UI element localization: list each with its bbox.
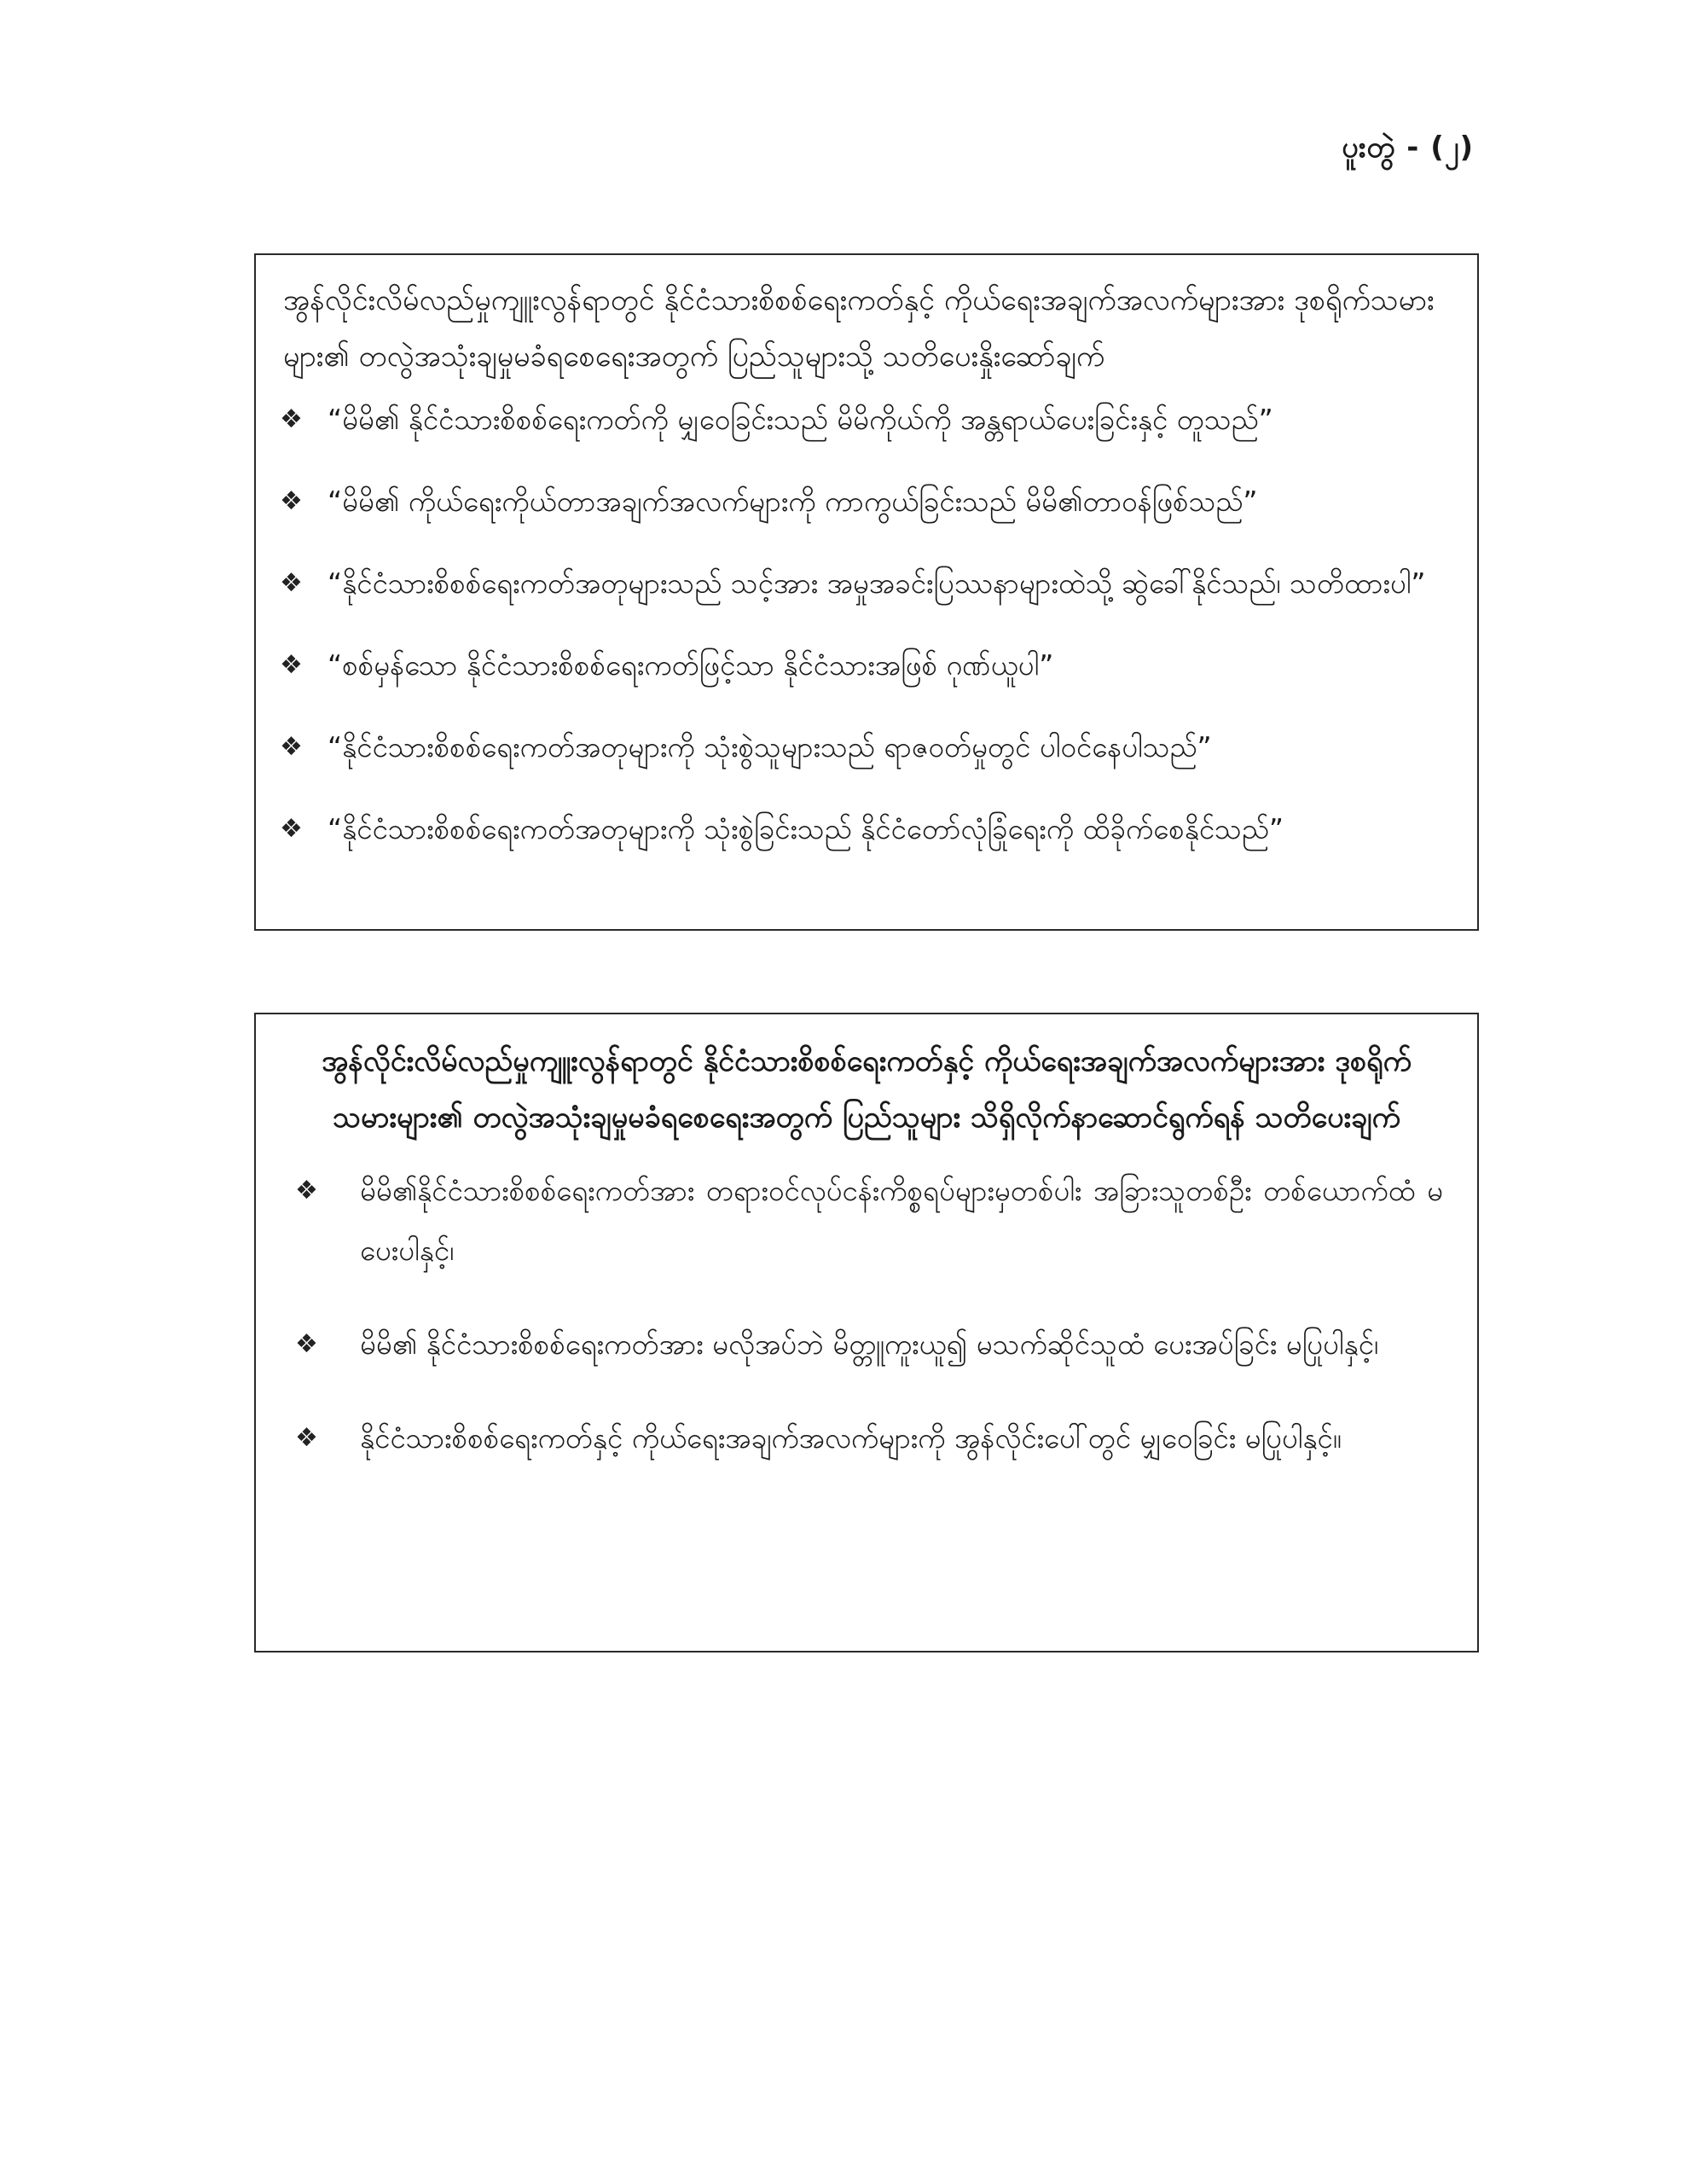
diamond-bullet-icon: ❖ [295, 1329, 318, 1359]
quote-text: “ နိုင်ငံသားစိစစ်ရေးကတ်အတုများကို သုံးစွဲသူများသည် ရာဇဝတ်မှုတွင် ပါဝင်နေပါသည် ” [328, 719, 1453, 775]
quote-text: “ မိမိ၏ ကိုယ်ရေးကိုယ်တာအချက်အလက်များကို ကာကွယ်ခြင်းသည် မိမိ၏တာဝန်ဖြစ်သည် ” [328, 473, 1453, 530]
advisory-box [254, 1013, 1479, 1653]
diamond-bullet-icon: ❖ [280, 650, 303, 680]
list-item [290, 1409, 1443, 1468]
advisory-text: နိုင်ငံသားစိစစ်ရေးကတ်နှင့် ကိုယ်ရေးအချက်အလက်များကို အွန်လိုင်းပေါ်တွင် မျှဝေခြင်း မပြုပါနှင့်။ [360, 1421, 1342, 1455]
quote-text: “ နိုင်ငံသားစိစစ်ရေးကတ်အတုများသည် သင့်အား အမှုအခင်းပြဿနာများထဲသို့ ဆွဲခေါ်နိုင်သည်၊ သတိထားပါ ” [328, 555, 1453, 612]
list-item [280, 473, 1453, 530]
page-label: ပူးတွဲ - (၂) [1342, 131, 1474, 165]
advisory-text: မိမိ၏နိုင်ငံသားစိစစ်ရေးကတ်အား တရားဝင်လုပ်ငန်းကိစ္စရပ်များမှတစ်ပါး အခြားသူတစ်ဦး တစ်ယောက်ထံ မပေးပါနှင့်၊ [360, 1174, 1443, 1267]
warning-quote-list [280, 392, 1453, 857]
advisory-list [290, 1161, 1443, 1468]
warning-box [254, 253, 1479, 931]
diamond-bullet-icon: ❖ [280, 404, 303, 434]
list-item [280, 719, 1453, 775]
diamond-bullet-icon: ❖ [280, 568, 303, 598]
diamond-bullet-icon: ❖ [280, 732, 303, 762]
list-item [290, 1161, 1443, 1281]
advisory-box-title: အွန်လိုင်းလိမ်လည်မှုကျူးလွန်ရာတွင် နိုင်ငံသားစိစစ်ရေးကတ်နှင့် ကိုယ်ရေးအချက်အလက်များအား ဒုစရိုက်သမားများ၏ တလွဲအသုံးချမှုမခံရစေရေးအတွက် ပြည်သူများ သိရှိလိုက်နာဆောင်ရွက်ရန် သတိပေးချက် [322, 1044, 1412, 1135]
quote-text: “ နိုင်ငံသားစိစစ်ရေးကတ်အတုများကို သုံးစွဲခြင်းသည် နိုင်ငံတော်လုံခြုံရေးကို ထိခိုက်စေနိုင်သည် ” [328, 801, 1453, 857]
diamond-bullet-icon: ❖ [295, 1423, 318, 1453]
quote-text: “ မိမိ၏ နိုင်ငံသားစိစစ်ရေးကတ်ကို မျှဝေခြင်းသည် မိမိကိုယ်ကို အန္တရာယ်ပေးခြင်းနှင့် တူသည် ” [328, 392, 1453, 448]
list-item [280, 555, 1453, 612]
advisory-text: မိမိ၏ နိုင်ငံသားစိစစ်ရေးကတ်အား မလိုအပ်ဘဲ မိတ္တူကူးယူ၍ မသက်ဆိုင်သူထံ ပေးအပ်ခြင်း မပြုပါနှင့်၊ [360, 1327, 1379, 1361]
diamond-bullet-icon: ❖ [295, 1176, 318, 1205]
warning-box-title: အွန်လိုင်းလိမ်လည်မှုကျူးလွန်ရာတွင် နိုင်ငံသားစိစစ်ရေးကတ်နှင့် ကိုယ်ရေးအချက်အလက်များအား ဒုစရိုက်သမားများ၏ တလွဲအသုံးချမှုမခံရစေရေးအတွက် ပြည်သူများသို့ သတိပေးနှိုးဆော်ချက် [283, 283, 1435, 374]
list-item [280, 801, 1453, 857]
diamond-bullet-icon: ❖ [280, 814, 303, 844]
list-item [280, 637, 1453, 694]
quote-text: “ စစ်မှန်သော နိုင်ငံသားစိစစ်ရေးကတ်ဖြင့်သာ နိုင်ငံသားအဖြစ် ဂုဏ်ယူပါ ” [328, 637, 1453, 694]
list-item [280, 392, 1453, 448]
diamond-bullet-icon: ❖ [280, 486, 303, 516]
list-item [290, 1315, 1443, 1374]
